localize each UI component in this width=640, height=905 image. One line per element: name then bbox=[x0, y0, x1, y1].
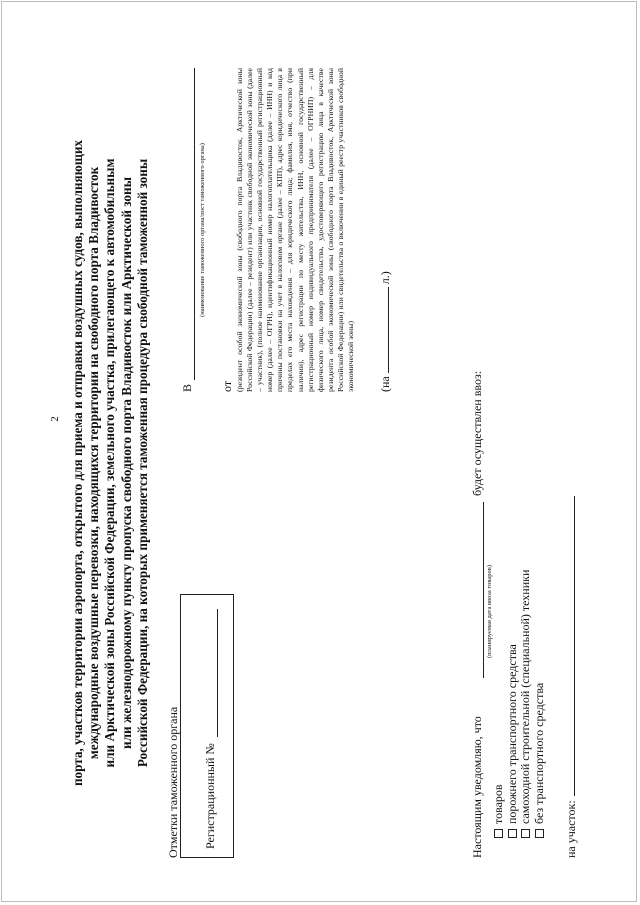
customs-authority-row bbox=[180, 68, 196, 392]
heading-line: международные воздушные перевозки, находящихся территории на свободного порта Владивосток bbox=[86, 166, 102, 760]
sheets-suffix: л.) bbox=[378, 271, 393, 285]
option-label: без транспортного средства bbox=[531, 682, 546, 824]
applicant-description: (резидент особой экономической зоны (свободного порта Владивосток, Арктической зоны Российской Федерации) (далее – резидент) или участник свободной экономической зоны (далее – участник), (полное наименование организации, основной государственный регистрационный номер (далее – ОГРН), идентификационный номер налогоплательщика (далее – ИНН) и код причины постановки на учет в налоговом органе (далее – КПП), адрес юридического лица в пределах его места нахождения – для юридического лица; фамилия, имя, отчество (при наличии), адрес регистрации по месту жительства, ИНН, основной государственный регистрационный номер индивидуального предпринимателя (далее – ОГРНИП) – для физического лица, номер свидетельства, удостоверяющего регистрацию лица в качестве резидента особой экономической зоны (свободного порта Владивосток, Арктической зоны Российской Федерации) или свидетельства о включении в единый реестр участников свободной экономической зоны) bbox=[235, 68, 356, 392]
notification-text-after: будет осуществлен ввоз: bbox=[470, 370, 484, 496]
registration-number-field[interactable] bbox=[217, 609, 218, 737]
sheets-count-row bbox=[376, 68, 393, 392]
from-prefix: от bbox=[220, 380, 234, 392]
option-label: самоходной строительной (специальной) техники bbox=[518, 569, 532, 824]
option-label: порожнего транспортного средства bbox=[504, 644, 519, 824]
sheets-prefix: (на bbox=[378, 376, 393, 392]
heading-line: или железнодорожному пункту пропуска свободного порта Владивосток или Арктической зоны bbox=[118, 177, 134, 749]
sheets-count-field[interactable] bbox=[376, 287, 389, 373]
rotated-document bbox=[70, 58, 590, 858]
option-empty-vehicle[interactable] bbox=[506, 570, 520, 838]
checkbox[interactable] bbox=[494, 829, 503, 838]
document-heading bbox=[70, 68, 151, 858]
heading-line: или Арктической зоны Российской Федерации, земельного участка, прилегающего к автомобильным bbox=[102, 158, 118, 768]
import-date-caption: (планируемая дата ввоза товаров) bbox=[486, 565, 493, 658]
customs-authority-field[interactable] bbox=[194, 68, 195, 380]
page-number: 2 bbox=[48, 416, 61, 422]
import-date-field[interactable] bbox=[483, 502, 484, 678]
import-options-list bbox=[492, 570, 546, 838]
option-label: товаров bbox=[491, 784, 505, 824]
option-no-vehicle[interactable] bbox=[533, 570, 547, 838]
customs-authority-caption: (наименование таможенного органа/пост таможенного органа) bbox=[199, 143, 206, 317]
addressee-block bbox=[180, 68, 393, 392]
notification-section bbox=[470, 68, 578, 858]
checkbox[interactable] bbox=[521, 829, 530, 838]
checkbox[interactable] bbox=[508, 829, 517, 838]
site-label: на участок: bbox=[564, 800, 578, 858]
notification-line bbox=[470, 68, 493, 858]
option-goods[interactable] bbox=[492, 570, 506, 838]
heading-line: порта, участков территории аэропорта, открытого для приема и отправки воздушных судов, выполняющих bbox=[70, 139, 85, 787]
option-special-machinery[interactable] bbox=[519, 570, 533, 838]
site-field[interactable] bbox=[562, 496, 575, 796]
customs-marks-box bbox=[180, 594, 234, 858]
notification-text-before: Настоящим уведомляю, что bbox=[470, 716, 484, 858]
to-prefix: В bbox=[180, 383, 194, 392]
checkbox[interactable] bbox=[535, 829, 544, 838]
site-row bbox=[562, 496, 579, 858]
registration-number-label: Регистрационный № bbox=[203, 743, 217, 849]
heading-line: Российской Федерации, на которых применяется таможенная процедура свободной таможенной зоны bbox=[134, 158, 150, 768]
customs-marks-label: Отметки таможенного органа bbox=[166, 706, 180, 858]
